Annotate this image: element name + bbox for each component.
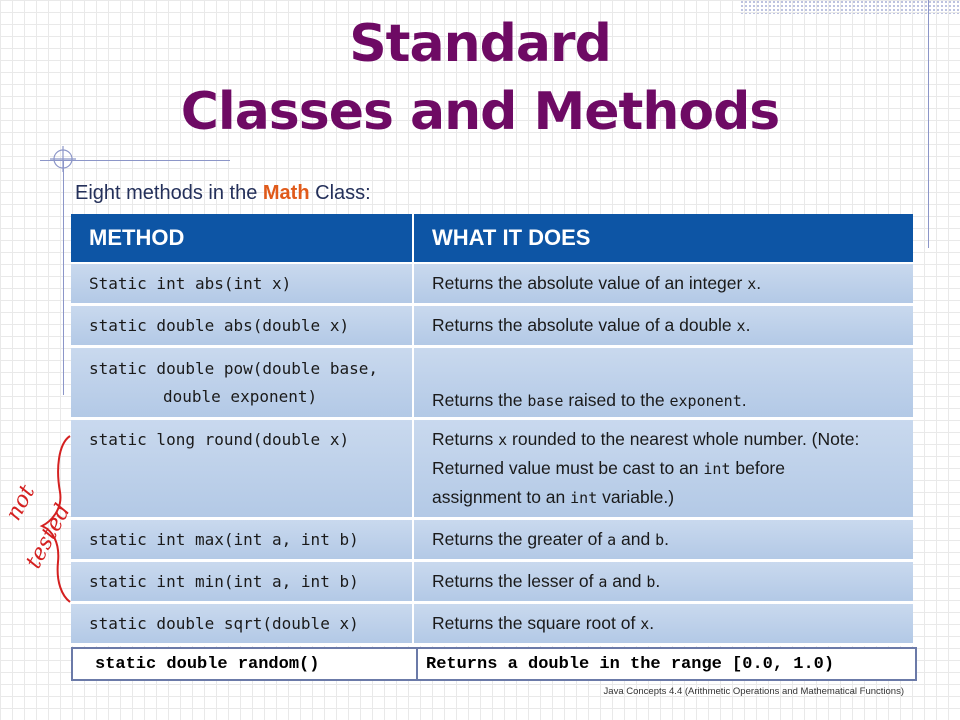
math-class-highlight: Math [262, 182, 310, 204]
desc-round: Returns x rounded to the nearest whole number. (Note: Returned value must be cast to an int before assignment to an int variable.) [414, 420, 913, 520]
desc-abs-int: Returns the absolute value of an integer x . [414, 264, 913, 306]
handwriting-not: not [1, 481, 41, 525]
method-random: static double random() [73, 649, 418, 679]
table-row [71, 604, 913, 646]
method-sqrt: static double sqrt(double x) [71, 604, 414, 646]
source-citation: Java Concepts 4.4 (Arithmetic Operations and Mathematical Functions) [603, 686, 904, 697]
desc-pow: Returns the base raised to the exponent. [414, 348, 913, 420]
header-what-it-does: WHAT IT DOES [414, 214, 913, 262]
table-row [71, 420, 913, 520]
random-method-row [71, 647, 917, 681]
crosshair-icon [50, 146, 76, 172]
method-round: static long round(double x) [71, 420, 414, 520]
table-row [71, 264, 913, 306]
method-abs-double: static double abs(double x) [71, 306, 414, 348]
desc-abs-double: Returns the absolute value of a double x . [414, 306, 913, 348]
desc-max: Returns the greater of a and b . [414, 520, 913, 562]
slide-title-line2: Classes and Methods [180, 82, 780, 142]
table-header [71, 214, 913, 264]
method-abs-int: Static int abs(int x) [71, 264, 414, 306]
table-row [71, 306, 913, 348]
desc-sqrt: Returns the square root of x . [414, 604, 913, 646]
header-method: METHOD [71, 214, 414, 262]
top-dotted-band [740, 0, 960, 14]
decorative-left-line [63, 160, 64, 395]
table-row [71, 348, 913, 420]
handwritten-not-tested-annotation [0, 430, 80, 610]
table-row [71, 562, 913, 604]
slide-title-line1: Standard [349, 14, 611, 74]
math-methods-table [71, 214, 913, 646]
desc-random: Returns a double in the range [0.0, 1.0) [426, 654, 835, 674]
slide-subtitle: Eight methods in the Math Class: [75, 182, 371, 204]
desc-min: Returns the lesser of a and b . [414, 562, 913, 604]
handwriting-tested: tested [21, 500, 76, 573]
method-pow: static double pow(double base, double exponent) [71, 348, 414, 420]
method-max: static int max(int a, int b) [71, 520, 414, 562]
table-row [71, 520, 913, 562]
method-min: static int min(int a, int b) [71, 562, 414, 604]
